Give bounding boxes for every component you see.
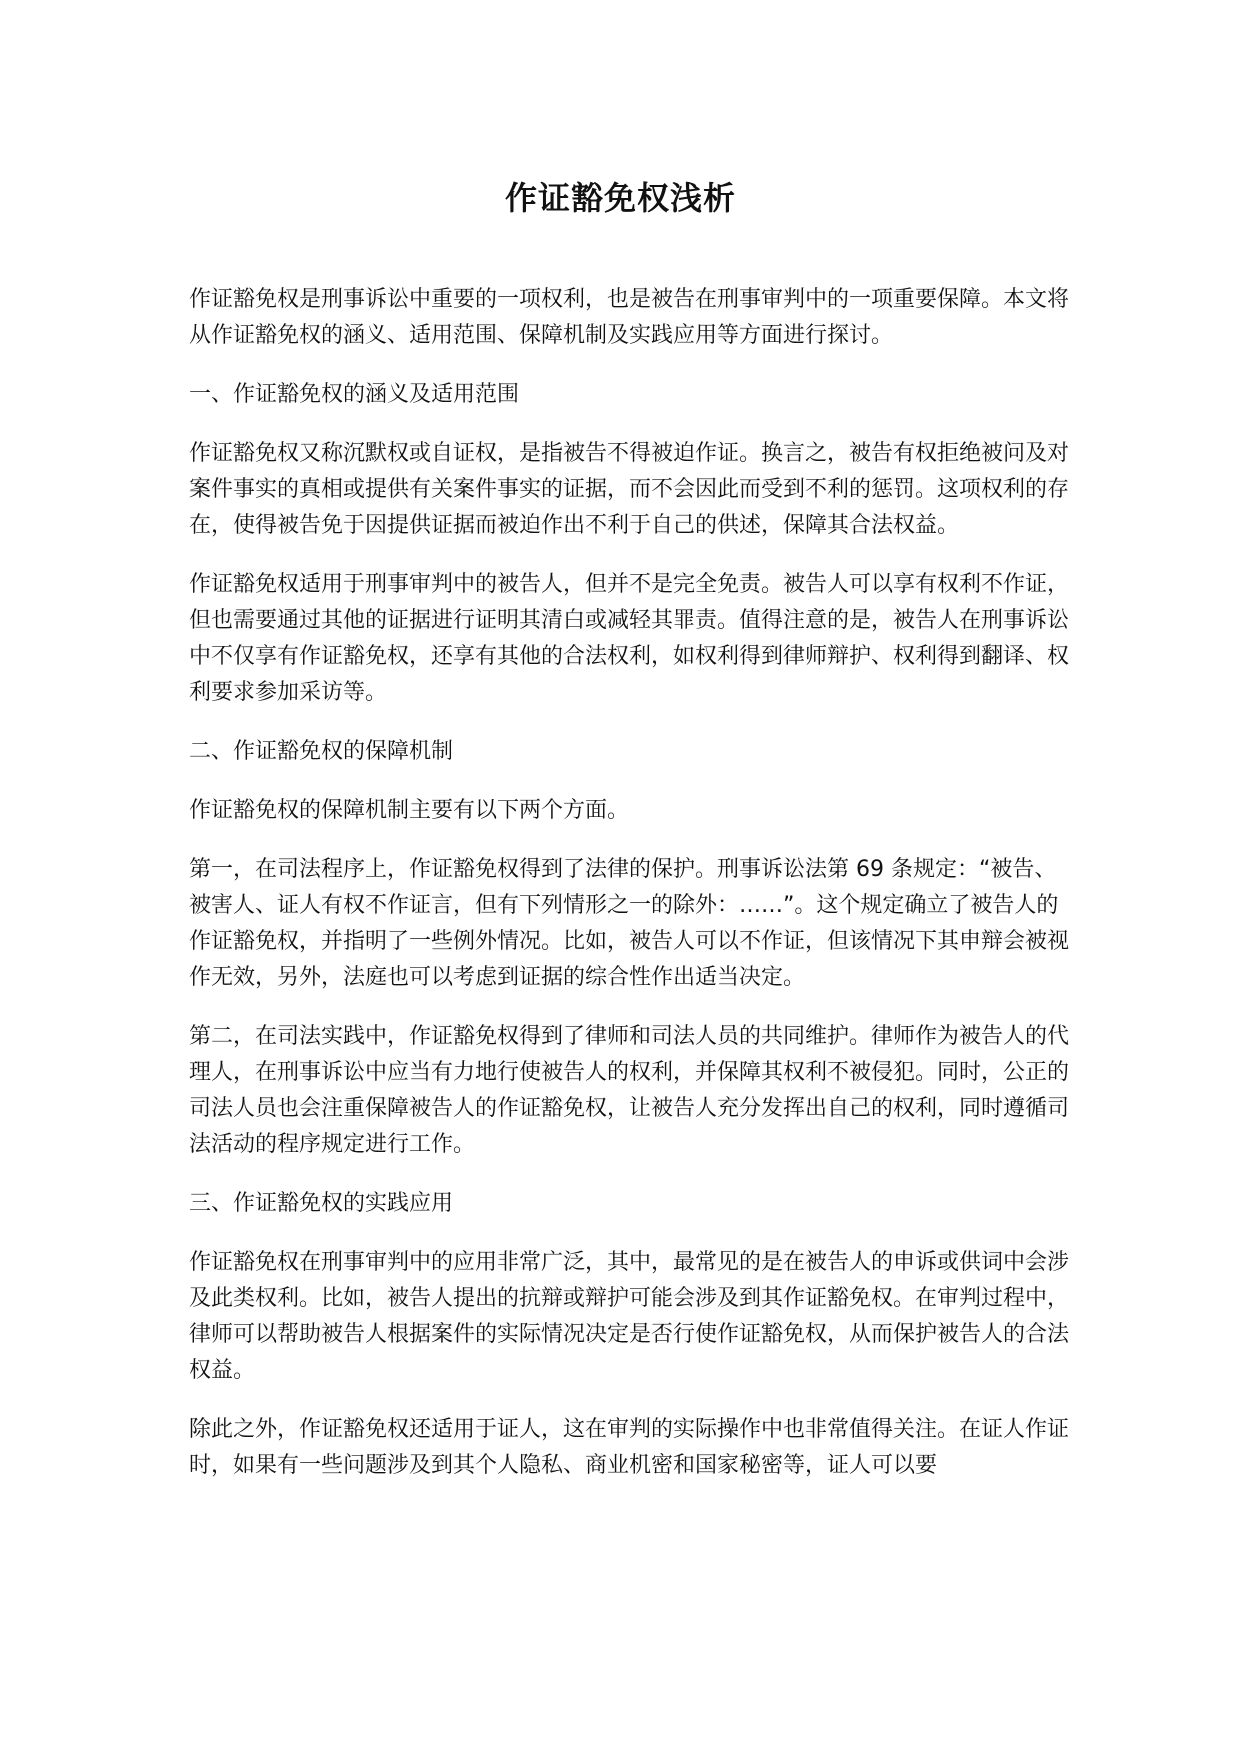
paragraph-definition: 作证豁免权又称沉默权或自证权，是指被告不得被迫作证。换言之，被告有权拒绝被问及对案件事实的真相或提供有关案件事实的证据，而不会因此而受到不利的惩罚。这项权利的存在，使得被告免于因提供证据而被迫作出不利于自己的供述，保障其合法权益。 [189, 441, 1070, 538]
paragraph-intro: 作证豁免权是刑事诉讼中重要的一项权利，也是被告在刑事审判中的一项重要保障。本文将从作证豁免权的涵义、适用范围、保障机制及实践应用等方面进行探讨。 [189, 287, 1070, 348]
section-heading-2: 二、作证豁免权的保障机制 [189, 739, 454, 764]
section-heading-1: 一、作证豁免权的涵义及适用范围 [189, 382, 520, 407]
paragraph-mechanism-second: 第二，在司法实践中，作证豁免权得到了律师和司法人员的共同维护。律师作为被告人的代理人，在刑事诉讼中应当有力地行使被告人的权利，并保障其权利不被侵犯。同时，公正的司法人员也会注重保障被告人的作证豁免权，让被告人充分发挥出自己的权利，同时遵循司法活动的程序规定进行工作。 [189, 1024, 1070, 1157]
paragraph-mechanism-intro: 作证豁免权的保障机制主要有以下两个方面。 [189, 798, 630, 823]
document-title: 作证豁免权浅析 [504, 179, 736, 217]
paragraph-witness: 除此之外，作证豁免权还适用于证人，这在审判的实际操作中也非常值得关注。在证人作证时，如果有一些问题涉及到其个人隐私、商业机密和国家秘密等，证人可以要 [189, 1417, 1070, 1478]
paragraph-scope: 作证豁免权适用于刑事审判中的被告人，但并不是完全免责。被告人可以享有权利不作证，但也需要通过其他的证据进行证明其清白或减轻其罪责。值得注意的是，被告人在刑事诉讼中不仅享有作证豁免权，还享有其他的合法权利，如权利得到律师辩护、权利得到翻译、权利要求参加采访等。 [189, 572, 1070, 705]
section-heading-3: 三、作证豁免权的实践应用 [189, 1191, 454, 1216]
paragraph-mechanism-first: 第一，在司法程序上，作证豁免权得到了法律的保护。刑事诉讼法第 69 条规定：“被告、被害人、证人有权不作证言，但有下列情形之一的除外：……”。这个规定确立了被告人的作证豁免权，并指明了一些例外情况。比如，被告人可以不作证，但该情况下其申辩会被视作无效，另外，法庭也可以考虑到证据的综合性作出适当决定。 [189, 857, 1070, 990]
paragraph-practice: 作证豁免权在刑事审判中的应用非常广泛，其中，最常见的是在被告人的申诉或供词中会涉及此类权利。比如，被告人提出的抗辩或辩护可能会涉及到其作证豁免权。在审判过程中，律师可以帮助被告人根据案件的实际情况决定是否行使作证豁免权，从而保护被告人的合法权益。 [189, 1250, 1070, 1383]
document-body [189, 282, 1069, 1507]
